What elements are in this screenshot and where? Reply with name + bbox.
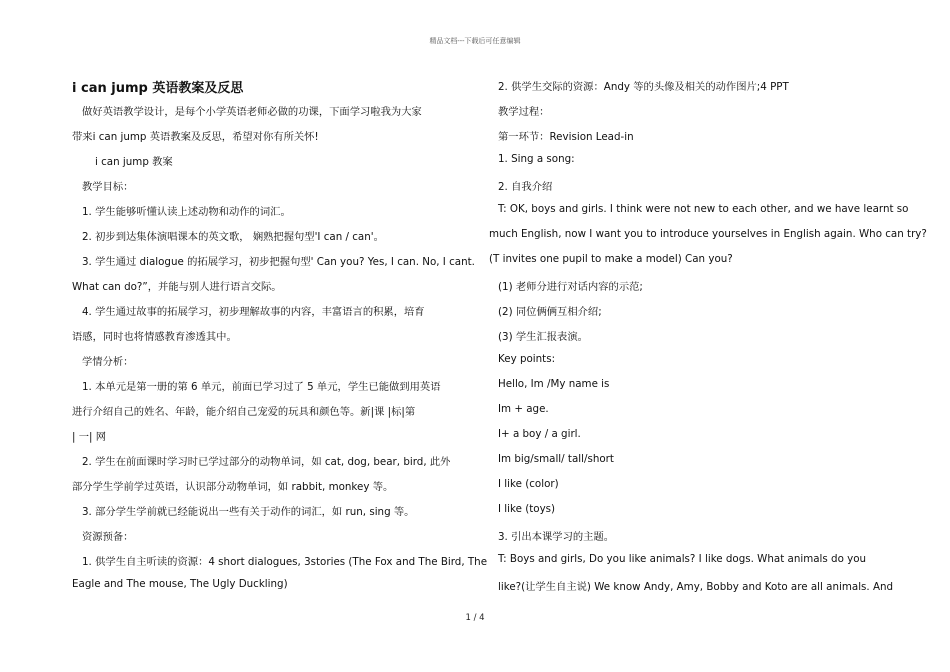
section-heading: 资源预备：: [82, 531, 134, 543]
paragraph-line: (T invites one pupil to make a model) Can you?: [489, 253, 733, 265]
paragraph-line: i can jump 教案: [95, 156, 173, 168]
paragraph-line: 1. 学生能够听懂认读上述动物和动作的词汇。: [82, 206, 291, 218]
paragraph-line: 1. 本单元是第一册的第 6 单元，前面已学习过了 5 单元，学生已能做到用英语: [82, 381, 441, 393]
paragraph-line: 2. 供学生交际的资源：Andy 等的头像及相关的动作图片;4 PPT: [498, 81, 789, 93]
paragraph-line: I like (toys): [498, 503, 556, 515]
paragraph-line: T: OK, boys and girls. I think were not new to each other, and we have learnt so: [498, 203, 909, 215]
paragraph-line: 1. 供学生自主听读的资源：4 short dialogues, 3stories (The Fox and The Bird, The: [82, 556, 488, 568]
section-heading: 第一环节：Revision Lead-in: [498, 131, 634, 143]
paragraph-line: Im big/small/ tall/short: [498, 453, 614, 465]
paragraph-line: Eagle and The mouse, The Ugly Duckling): [72, 578, 288, 590]
paragraph-line: 部分学生学前学过英语，认识部分动物单词，如 rabbit, monkey 等。: [72, 481, 394, 493]
page-header: 精品文档---下载后可任意编辑: [429, 37, 521, 45]
paragraph-line: 3. 引出本课学习的主题。: [498, 531, 615, 543]
paragraph-line: 4. 学生通过故事的拓展学习，初步理解故事的内容，丰富语言的积累，培育: [82, 306, 425, 318]
paragraph-line: I like (color): [498, 478, 559, 490]
section-heading: Key points:: [498, 353, 556, 365]
paragraph-line: What can do?”，并能与别人进行语言交际。: [72, 281, 282, 293]
section-heading: 教学过程：: [498, 106, 550, 118]
paragraph-line: (3) 学生汇报表演。: [498, 331, 588, 343]
paragraph-line: Hello, Im /My name is: [498, 378, 610, 390]
page-number: 1 / 4: [465, 613, 485, 623]
paragraph-line: 进行介绍自己的姓名、年龄，能介绍自己宠爱的玩具和颜色等。新|课 |标|第: [72, 406, 416, 418]
paragraph-line: 语感，同时也将情感教育渗透其中。: [72, 331, 237, 343]
paragraph-line: (1) 老师分进行对话内容的示范;: [498, 281, 643, 293]
paragraph-line: 带来i can jump 英语教案及反思，希望对你有所关怀!: [72, 131, 319, 143]
paragraph-line: 2. 自我介绍: [498, 181, 553, 193]
section-heading: 学情分析：: [82, 356, 134, 368]
paragraph-line: like?(让学生自主说) We know Andy, Amy, Bobby and Koto are all animals. And: [498, 581, 894, 593]
section-heading: 教学目标：: [82, 181, 134, 193]
paragraph-line: 做好英语教学设计，是每个小学英语老师必做的功课，下面学习啦我为大家: [82, 106, 422, 118]
paragraph-line: | 一| 网: [72, 431, 107, 443]
paragraph-line: I+ a boy / a girl.: [498, 428, 581, 440]
document-title: i can jump 英语教案及反思: [72, 81, 244, 96]
paragraph-line: 2. 学生在前面课时学习时已学过部分的动物单词，如 cat, dog, bear, bird, 此外: [82, 456, 451, 468]
paragraph-line: 3. 学生通过 dialogue 的拓展学习，初步把握句型' Can you? Yes, I can. No, I cant.: [82, 256, 475, 268]
paragraph-line: much English, now I want you to introduce yourselves in English again. Who can try?: [489, 228, 927, 240]
paragraph-line: Im + age.: [498, 403, 549, 415]
paragraph-line: 1. Sing a song:: [498, 153, 575, 165]
paragraph-line: 3. 部分学生学前就已经能说出一些有关于动作的词汇，如 run, sing 等。: [82, 506, 415, 518]
paragraph-line: T: Boys and girls, Do you like animals? I like dogs. What animals do you: [498, 553, 867, 565]
paragraph-line: (2) 同位俩俩互相介绍;: [498, 306, 602, 318]
paragraph-line: 2. 初步到达集体演唱课本的英文歌， 娴熟把握句型'I can / can'。: [82, 231, 384, 243]
